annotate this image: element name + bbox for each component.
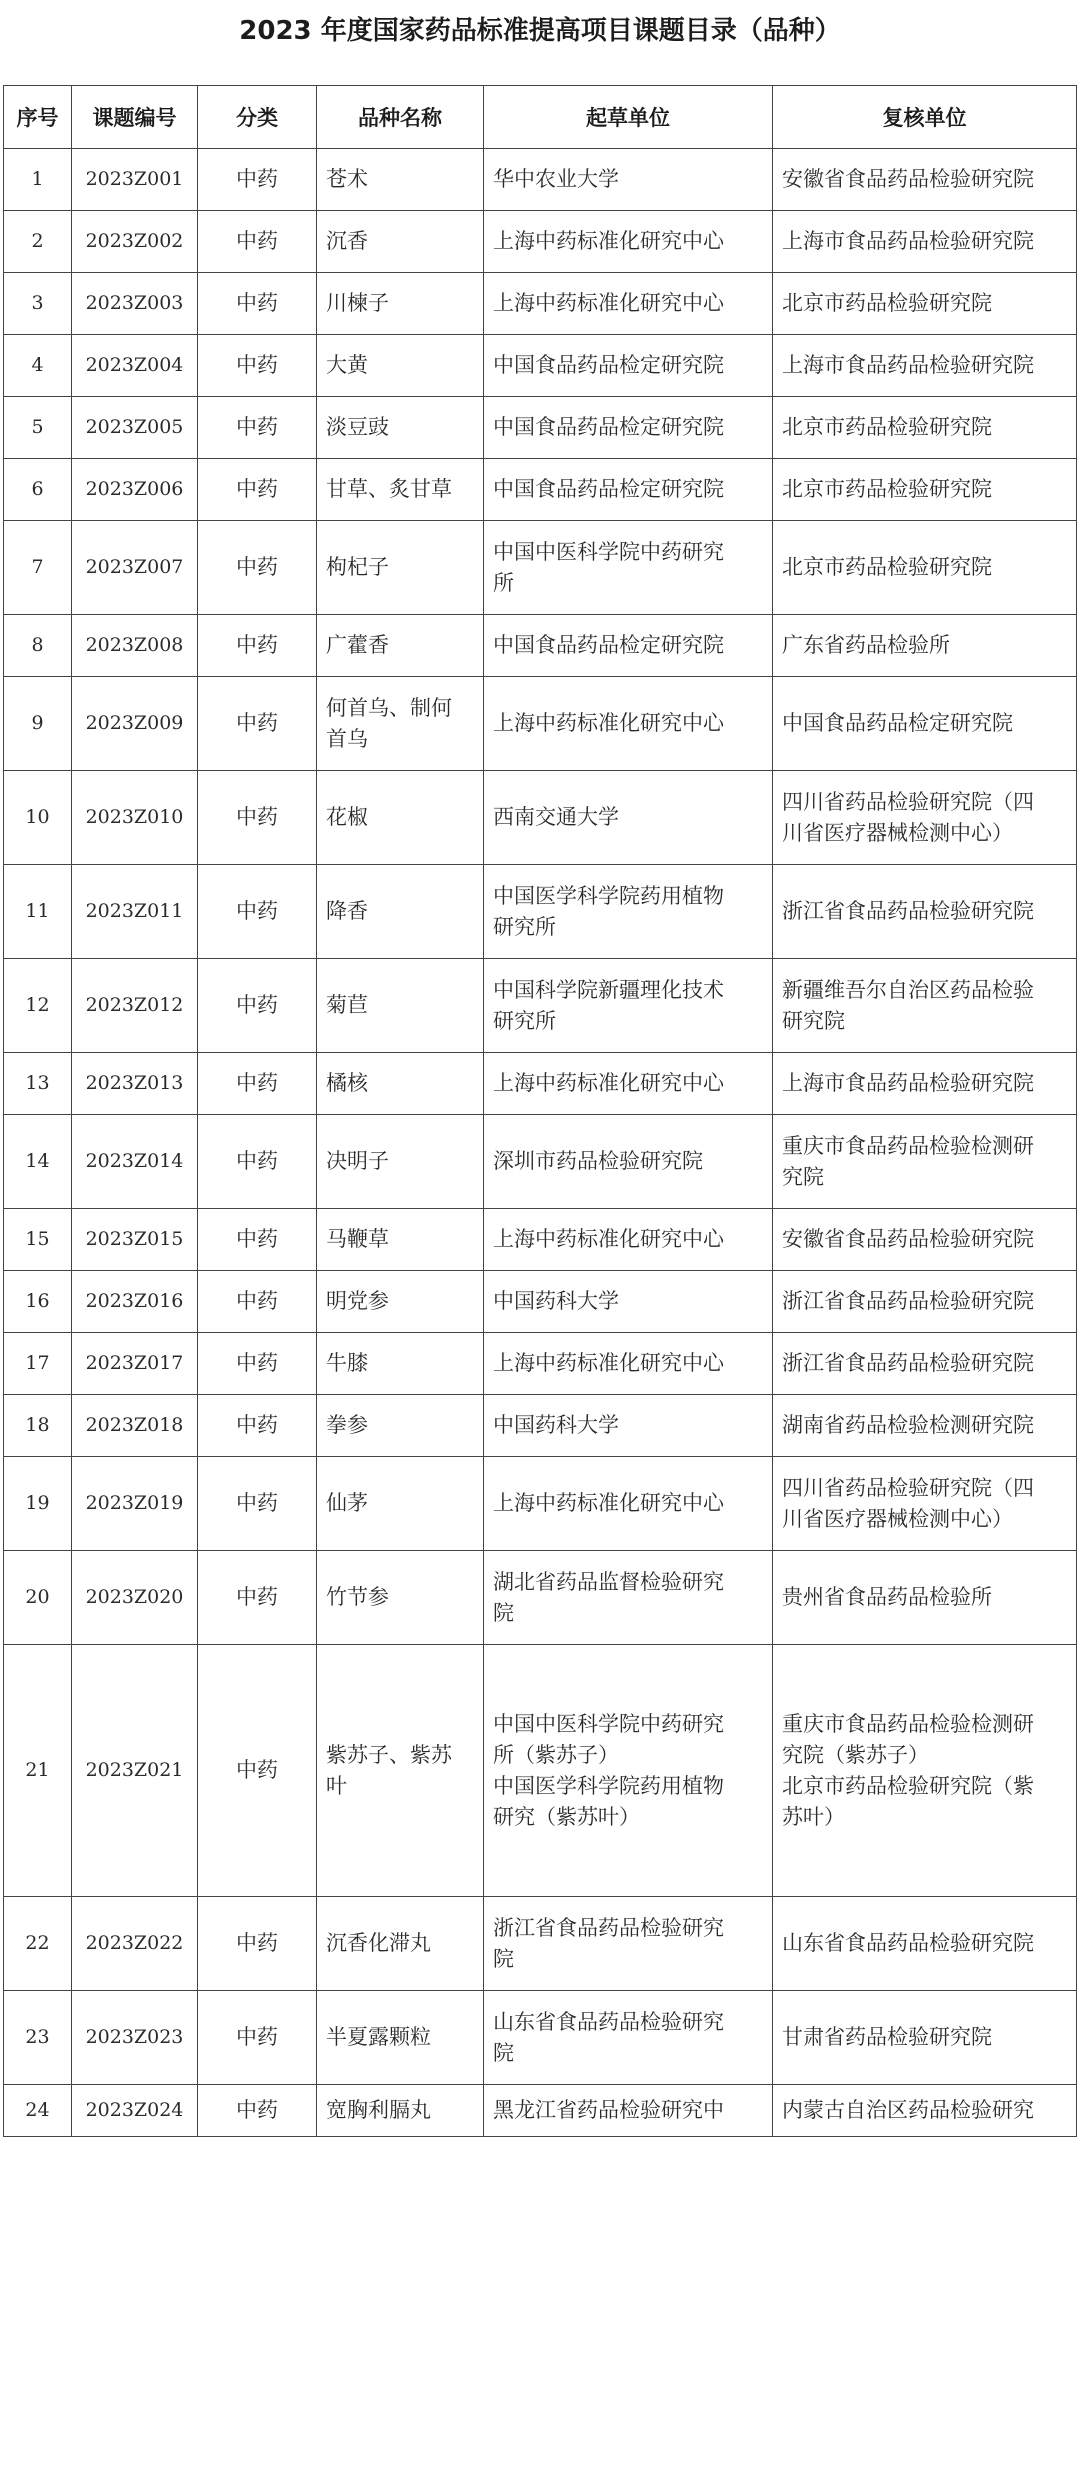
header-variety: 品种名称 xyxy=(317,86,484,149)
category: 中药 xyxy=(198,211,317,273)
review-unit-line: 究院（紫苏子） xyxy=(782,1742,929,1767)
row-number: 2 xyxy=(4,211,72,273)
review-unit-line: 浙江省食品药品检验研究院 xyxy=(782,1289,1034,1313)
topic-code: 2023Z019 xyxy=(72,1457,198,1551)
drafting-unit xyxy=(484,459,773,521)
review-unit xyxy=(773,1115,1077,1209)
variety-name-line: 淡豆豉 xyxy=(326,415,389,439)
category: 中药 xyxy=(198,149,317,211)
table-row xyxy=(4,1991,1077,2085)
table-row xyxy=(4,1209,1077,1271)
review-unit xyxy=(773,1271,1077,1333)
table-row xyxy=(4,2085,1077,2137)
review-unit xyxy=(773,959,1077,1053)
drafting-unit-line: 中国中医科学院中药研究 xyxy=(493,1711,724,1736)
row-number: 1 xyxy=(4,149,72,211)
topic-code: 2023Z003 xyxy=(72,273,198,335)
drafting-unit-line: 院 xyxy=(493,1946,514,1971)
topic-code: 2023Z010 xyxy=(72,771,198,865)
table-row xyxy=(4,959,1077,1053)
table-row xyxy=(4,149,1077,211)
variety-name xyxy=(317,459,484,521)
table-row xyxy=(4,211,1077,273)
drafting-unit xyxy=(484,1551,773,1645)
review-unit-line: 苏叶） xyxy=(782,1804,845,1829)
category: 中药 xyxy=(198,1333,317,1395)
table-row xyxy=(4,677,1077,771)
variety-name-line: 橘核 xyxy=(326,1071,368,1095)
topic-code: 2023Z021 xyxy=(72,1645,198,1897)
variety-name-line: 降香 xyxy=(326,899,368,923)
topic-code: 2023Z023 xyxy=(72,1991,198,2085)
category: 中药 xyxy=(198,1209,317,1271)
topic-code: 2023Z006 xyxy=(72,459,198,521)
variety-name xyxy=(317,1897,484,1991)
variety-name-line: 拳参 xyxy=(326,1413,368,1437)
category: 中药 xyxy=(198,459,317,521)
row-number: 23 xyxy=(4,1991,72,2085)
topic-code: 2023Z022 xyxy=(72,1897,198,1991)
variety-name xyxy=(317,1053,484,1115)
topic-code: 2023Z014 xyxy=(72,1115,198,1209)
review-unit xyxy=(773,149,1077,211)
review-unit-line: 湖南省药品检验检测研究院 xyxy=(782,1413,1034,1437)
review-unit xyxy=(773,865,1077,959)
variety-name-line: 宽胸利膈丸 xyxy=(326,2098,431,2122)
drafting-unit xyxy=(484,521,773,615)
topic-code: 2023Z007 xyxy=(72,521,198,615)
variety-name-line: 花椒 xyxy=(326,805,368,829)
variety-name-line: 菊苣 xyxy=(326,993,368,1017)
review-unit xyxy=(773,1645,1077,1897)
drafting-unit xyxy=(484,397,773,459)
category: 中药 xyxy=(198,397,317,459)
header-no: 序号 xyxy=(4,86,72,149)
table-row xyxy=(4,397,1077,459)
drafting-unit-line: 院 xyxy=(493,2040,514,2065)
review-unit-line: 上海市食品药品检验研究院 xyxy=(782,353,1034,377)
row-number: 9 xyxy=(4,677,72,771)
drafting-unit xyxy=(484,1053,773,1115)
drafting-unit-line: 研究所 xyxy=(493,914,556,939)
category: 中药 xyxy=(198,959,317,1053)
table-row xyxy=(4,1333,1077,1395)
drafting-unit-line: 黑龙江省药品检验研究中 xyxy=(493,2098,724,2122)
drafting-unit xyxy=(484,959,773,1053)
row-number: 3 xyxy=(4,273,72,335)
category: 中药 xyxy=(198,1115,317,1209)
table-row xyxy=(4,335,1077,397)
category: 中药 xyxy=(198,615,317,677)
category: 中药 xyxy=(198,865,317,959)
variety-name xyxy=(317,149,484,211)
review-unit-line: 北京市药品检验研究院（紫 xyxy=(782,1773,1034,1798)
variety-name-line: 决明子 xyxy=(326,1149,389,1173)
variety-name xyxy=(317,1645,484,1897)
drafting-unit-line: 上海中药标准化研究中心 xyxy=(493,1071,724,1095)
review-unit-line: 中国食品药品检定研究院 xyxy=(782,711,1013,735)
row-number: 4 xyxy=(4,335,72,397)
review-unit xyxy=(773,1395,1077,1457)
variety-name-line: 苍术 xyxy=(326,167,368,191)
table-row xyxy=(4,1115,1077,1209)
variety-name-line: 明党参 xyxy=(326,1289,389,1313)
review-unit xyxy=(773,1991,1077,2085)
category: 中药 xyxy=(198,335,317,397)
variety-name-line: 枸杞子 xyxy=(326,555,389,579)
row-number: 7 xyxy=(4,521,72,615)
drafting-unit-line: 中国食品药品检定研究院 xyxy=(493,415,724,439)
topic-code: 2023Z016 xyxy=(72,1271,198,1333)
drafting-unit xyxy=(484,1897,773,1991)
variety-name-line: 大黄 xyxy=(326,353,368,377)
drafting-unit-line: 中国药科大学 xyxy=(493,1289,619,1313)
drafting-unit xyxy=(484,2085,773,2137)
catalog-table xyxy=(3,85,1077,2137)
review-unit-line: 上海市食品药品检验研究院 xyxy=(782,229,1034,253)
drafting-unit-line: 浙江省食品药品检验研究 xyxy=(493,1915,724,1940)
row-number: 12 xyxy=(4,959,72,1053)
drafting-unit xyxy=(484,1209,773,1271)
category: 中药 xyxy=(198,521,317,615)
table-row xyxy=(4,1271,1077,1333)
topic-code: 2023Z017 xyxy=(72,1333,198,1395)
row-number: 14 xyxy=(4,1115,72,1209)
review-unit-line: 山东省食品药品检验研究院 xyxy=(782,1931,1034,1955)
drafting-unit xyxy=(484,211,773,273)
variety-name-line: 竹节参 xyxy=(326,1585,389,1609)
drafting-unit-line: 上海中药标准化研究中心 xyxy=(493,711,724,735)
review-unit-line: 浙江省食品药品检验研究院 xyxy=(782,1351,1034,1375)
review-unit-line: 重庆市食品药品检验检测研 xyxy=(782,1711,1034,1736)
review-unit xyxy=(773,459,1077,521)
variety-name xyxy=(317,959,484,1053)
variety-name xyxy=(317,335,484,397)
drafting-unit xyxy=(484,677,773,771)
category: 中药 xyxy=(198,1897,317,1991)
row-number: 8 xyxy=(4,615,72,677)
drafting-unit-line: 上海中药标准化研究中心 xyxy=(493,1351,724,1375)
drafting-unit xyxy=(484,771,773,865)
topic-code: 2023Z013 xyxy=(72,1053,198,1115)
drafting-unit-line: 中国医学科学院药用植物 xyxy=(493,883,724,908)
review-unit-line: 北京市药品检验研究院 xyxy=(782,555,992,579)
table-row xyxy=(4,1551,1077,1645)
review-unit xyxy=(773,771,1077,865)
header-code: 课题编号 xyxy=(72,86,198,149)
drafting-unit xyxy=(484,1271,773,1333)
topic-code: 2023Z009 xyxy=(72,677,198,771)
table-row xyxy=(4,865,1077,959)
variety-name xyxy=(317,677,484,771)
drafting-unit-line: 西南交通大学 xyxy=(493,805,619,829)
topic-code: 2023Z004 xyxy=(72,335,198,397)
row-number: 10 xyxy=(4,771,72,865)
review-unit xyxy=(773,1333,1077,1395)
variety-name-line: 何首乌、制何 xyxy=(326,695,452,720)
review-unit-line: 安徽省食品药品检验研究院 xyxy=(782,167,1034,191)
variety-name-line: 半夏露颗粒 xyxy=(326,2025,431,2049)
review-unit xyxy=(773,397,1077,459)
table-row xyxy=(4,521,1077,615)
topic-code: 2023Z024 xyxy=(72,2085,198,2137)
drafting-unit-line: 所（紫苏子） xyxy=(493,1742,619,1767)
category: 中药 xyxy=(198,677,317,771)
drafting-unit-line: 研究所 xyxy=(493,1008,556,1033)
drafting-unit-line: 上海中药标准化研究中心 xyxy=(493,229,724,253)
drafting-unit-line: 中国科学院新疆理化技术 xyxy=(493,977,724,1002)
variety-name xyxy=(317,1209,484,1271)
variety-name xyxy=(317,521,484,615)
variety-name-line: 马鞭草 xyxy=(326,1227,389,1251)
drafting-unit xyxy=(484,335,773,397)
table-row xyxy=(4,1897,1077,1991)
header-row xyxy=(4,86,1077,149)
review-unit xyxy=(773,1053,1077,1115)
drafting-unit xyxy=(484,1395,773,1457)
topic-code: 2023Z001 xyxy=(72,149,198,211)
review-unit xyxy=(773,615,1077,677)
review-unit-line: 究院 xyxy=(782,1164,824,1189)
topic-code: 2023Z011 xyxy=(72,865,198,959)
review-unit-line: 四川省药品检验研究院（四 xyxy=(782,789,1034,814)
drafting-unit-line: 中国食品药品检定研究院 xyxy=(493,477,724,501)
drafting-unit-line: 上海中药标准化研究中心 xyxy=(493,1491,724,1515)
table-row xyxy=(4,1457,1077,1551)
variety-name xyxy=(317,1395,484,1457)
variety-name xyxy=(317,771,484,865)
review-unit-line: 四川省药品检验研究院（四 xyxy=(782,1475,1034,1500)
variety-name xyxy=(317,1551,484,1645)
review-unit-line: 川省医疗器械检测中心） xyxy=(782,1506,1013,1531)
table-row xyxy=(4,1645,1077,1897)
row-number: 24 xyxy=(4,2085,72,2137)
variety-name-line: 牛膝 xyxy=(326,1351,368,1375)
review-unit-line: 甘肃省药品检验研究院 xyxy=(782,2025,992,2049)
review-unit-line: 新疆维吾尔自治区药品检验 xyxy=(782,977,1034,1002)
topic-code: 2023Z015 xyxy=(72,1209,198,1271)
variety-name xyxy=(317,1333,484,1395)
category: 中药 xyxy=(198,1457,317,1551)
row-number: 20 xyxy=(4,1551,72,1645)
row-number: 5 xyxy=(4,397,72,459)
review-unit-line: 浙江省食品药品检验研究院 xyxy=(782,899,1034,923)
variety-name xyxy=(317,273,484,335)
category: 中药 xyxy=(198,1645,317,1897)
review-unit-line: 上海市食品药品检验研究院 xyxy=(782,1071,1034,1095)
row-number: 18 xyxy=(4,1395,72,1457)
category: 中药 xyxy=(198,1395,317,1457)
drafting-unit xyxy=(484,273,773,335)
header-category: 分类 xyxy=(198,86,317,149)
variety-name-line: 叶 xyxy=(326,1773,347,1798)
drafting-unit-line: 中国食品药品检定研究院 xyxy=(493,353,724,377)
review-unit-line: 贵州省食品药品检验所 xyxy=(782,1585,992,1609)
drafting-unit xyxy=(484,615,773,677)
category: 中药 xyxy=(198,2085,317,2137)
category: 中药 xyxy=(198,1551,317,1645)
variety-name xyxy=(317,1991,484,2085)
drafting-unit-line: 湖北省药品监督检验研究 xyxy=(493,1569,724,1594)
review-unit xyxy=(773,273,1077,335)
drafting-unit xyxy=(484,1457,773,1551)
drafting-unit-line: 中国医学科学院药用植物 xyxy=(493,1773,724,1798)
category: 中药 xyxy=(198,771,317,865)
drafting-unit-line: 深圳市药品检验研究院 xyxy=(493,1149,703,1173)
table-row xyxy=(4,1395,1077,1457)
review-unit-line: 广东省药品检验所 xyxy=(782,633,950,657)
row-number: 16 xyxy=(4,1271,72,1333)
table-row xyxy=(4,459,1077,521)
row-number: 17 xyxy=(4,1333,72,1395)
variety-name xyxy=(317,397,484,459)
drafting-unit xyxy=(484,1333,773,1395)
review-unit-line: 研究院 xyxy=(782,1008,845,1033)
review-unit xyxy=(773,1209,1077,1271)
variety-name xyxy=(317,1457,484,1551)
review-unit xyxy=(773,677,1077,771)
drafting-unit xyxy=(484,149,773,211)
drafting-unit-line: 院 xyxy=(493,1600,514,1625)
topic-code: 2023Z002 xyxy=(72,211,198,273)
row-number: 11 xyxy=(4,865,72,959)
review-unit xyxy=(773,2085,1077,2137)
topic-code: 2023Z008 xyxy=(72,615,198,677)
table-row xyxy=(4,771,1077,865)
category: 中药 xyxy=(198,273,317,335)
variety-name-line: 仙茅 xyxy=(326,1491,368,1515)
header-drafter: 起草单位 xyxy=(484,86,773,149)
variety-name xyxy=(317,1271,484,1333)
table-row xyxy=(4,615,1077,677)
topic-code: 2023Z018 xyxy=(72,1395,198,1457)
row-number: 13 xyxy=(4,1053,72,1115)
drafting-unit-line: 中国药科大学 xyxy=(493,1413,619,1437)
variety-name xyxy=(317,2085,484,2137)
review-unit xyxy=(773,1897,1077,1991)
review-unit-line: 川省医疗器械检测中心） xyxy=(782,820,1013,845)
review-unit xyxy=(773,335,1077,397)
row-number: 22 xyxy=(4,1897,72,1991)
variety-name-line: 沉香化滞丸 xyxy=(326,1931,431,1955)
header-reviewer: 复核单位 xyxy=(773,86,1077,149)
review-unit xyxy=(773,211,1077,273)
variety-name xyxy=(317,615,484,677)
variety-name-line: 紫苏子、紫苏 xyxy=(326,1742,452,1767)
document-title: 2023 年度国家药品标准提高项目课题目录（品种） xyxy=(239,16,841,46)
row-number: 19 xyxy=(4,1457,72,1551)
review-unit-line: 北京市药品检验研究院 xyxy=(782,291,992,315)
drafting-unit-line: 中国食品药品检定研究院 xyxy=(493,633,724,657)
variety-name-line: 沉香 xyxy=(326,229,368,253)
variety-name xyxy=(317,865,484,959)
variety-name-line: 川楝子 xyxy=(326,291,389,315)
table-row xyxy=(4,273,1077,335)
variety-name xyxy=(317,211,484,273)
drafting-unit-line: 研究（紫苏叶） xyxy=(493,1804,640,1829)
drafting-unit xyxy=(484,1991,773,2085)
drafting-unit-line: 山东省食品药品检验研究 xyxy=(493,2009,724,2034)
variety-name-line: 甘草、炙甘草 xyxy=(326,477,452,501)
drafting-unit-line: 上海中药标准化研究中心 xyxy=(493,1227,724,1251)
variety-name xyxy=(317,1115,484,1209)
table-row xyxy=(4,1053,1077,1115)
drafting-unit xyxy=(484,1645,773,1897)
review-unit-line: 内蒙古自治区药品检验研究 xyxy=(782,2098,1034,2122)
row-number: 21 xyxy=(4,1645,72,1897)
row-number: 15 xyxy=(4,1209,72,1271)
topic-code: 2023Z012 xyxy=(72,959,198,1053)
review-unit-line: 北京市药品检验研究院 xyxy=(782,415,992,439)
drafting-unit xyxy=(484,1115,773,1209)
category: 中药 xyxy=(198,1991,317,2085)
drafting-unit-line: 华中农业大学 xyxy=(493,167,619,191)
review-unit-line: 安徽省食品药品检验研究院 xyxy=(782,1227,1034,1251)
review-unit-line: 重庆市食品药品检验检测研 xyxy=(782,1133,1034,1158)
review-unit xyxy=(773,1457,1077,1551)
topic-code: 2023Z005 xyxy=(72,397,198,459)
drafting-unit xyxy=(484,865,773,959)
variety-name-line: 广藿香 xyxy=(326,633,389,657)
row-number: 6 xyxy=(4,459,72,521)
variety-name-line: 首乌 xyxy=(326,726,368,751)
drafting-unit-line: 上海中药标准化研究中心 xyxy=(493,291,724,315)
category: 中药 xyxy=(198,1053,317,1115)
topic-code: 2023Z020 xyxy=(72,1551,198,1645)
category: 中药 xyxy=(198,1271,317,1333)
drafting-unit-line: 中国中医科学院中药研究 xyxy=(493,539,724,564)
review-unit xyxy=(773,521,1077,615)
drafting-unit-line: 所 xyxy=(493,570,514,595)
review-unit-line: 北京市药品检验研究院 xyxy=(782,477,992,501)
review-unit xyxy=(773,1551,1077,1645)
